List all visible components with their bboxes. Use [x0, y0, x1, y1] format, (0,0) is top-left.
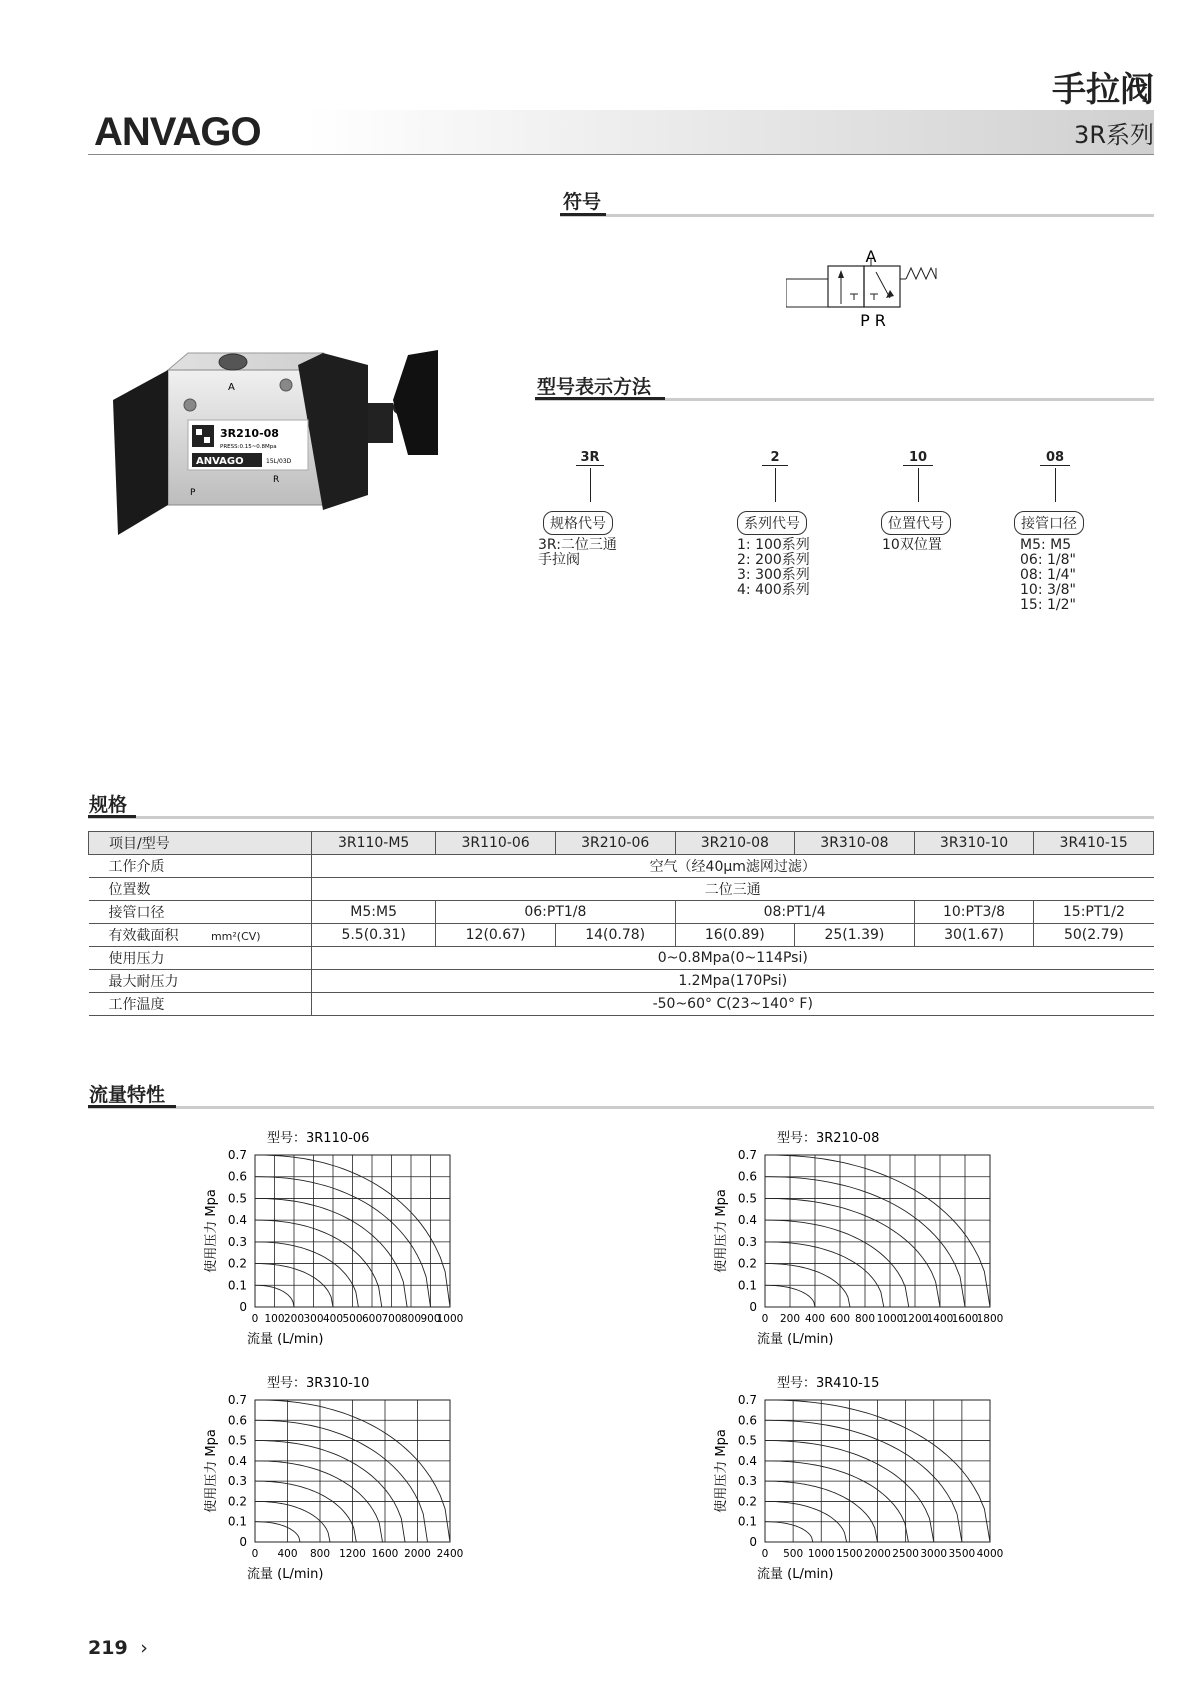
code-part-port [1005, 446, 1105, 502]
spec-port: 15:PT1/2 [1034, 901, 1154, 924]
y-tick-label: 0.7 [737, 1393, 757, 1407]
x-tick-label: 400 [277, 1548, 298, 1560]
x-tick-label: 2000 [864, 1548, 891, 1560]
spec-table [88, 831, 1154, 1016]
y-tick-label: 0.5 [227, 1433, 247, 1448]
table-row [89, 970, 1154, 993]
product-brand: ANVAGO [196, 456, 244, 467]
page-title: 手拉阀 [1052, 70, 1154, 110]
code-part-position [868, 446, 968, 502]
spec-temp: -50~60° C(23~140° F) [312, 993, 1154, 1016]
spec-port-label: 接管口径 [89, 901, 312, 924]
x-axis-label: 流量 (L/min) [757, 1567, 834, 1582]
symbol-port-a: A [865, 247, 877, 266]
symbol-arrow-down [886, 290, 894, 298]
table-row [89, 832, 1154, 855]
qr-code-icon [192, 425, 214, 447]
brand-logo: ANVAGO [94, 110, 261, 154]
x-tick-label: 900 [420, 1313, 441, 1325]
spec-positions: 二位三通 [312, 878, 1154, 901]
code-value: 3R [576, 450, 603, 466]
chart-title: 型号：3R410-15 [777, 1376, 880, 1391]
y-tick-label: 0.3 [737, 1234, 757, 1249]
spec-pressure-label: 使用压力 [89, 947, 312, 970]
y-tick-label: 0.1 [227, 1514, 247, 1529]
table-row [89, 924, 1154, 947]
x-tick-label: 600 [361, 1313, 383, 1325]
spec-area-label: 有效截面积 [108, 928, 179, 944]
code-desc-series: 1: 100系列 2: 200系列 3: 300系列 4: 400系列 [737, 537, 810, 598]
next-page-icon: › [140, 1637, 148, 1659]
x-tick-label: 500 [342, 1313, 363, 1325]
x-tick-label: 600 [829, 1313, 851, 1325]
spec-model: 3R210-06 [555, 832, 675, 855]
code-value: 08 [1040, 450, 1070, 466]
y-tick-label: 0.6 [227, 1413, 247, 1428]
x-tick-label: 1500 [836, 1548, 863, 1560]
valve-symbol [786, 246, 946, 330]
spec-area: 50(2.79) [1034, 924, 1154, 947]
valve-endcap-left [113, 370, 168, 535]
symbol-port-pr: P R [860, 311, 886, 330]
x-axis-label: 流量 (L/min) [247, 1332, 324, 1347]
spec-area: 14(0.78) [555, 924, 675, 947]
flow-curve [765, 1242, 884, 1307]
code-desc-spec: 3R:二位三通 手拉阀 [538, 537, 617, 568]
y-tick-label: 0.5 [737, 1191, 757, 1206]
x-tick-label: 0 [761, 1313, 769, 1325]
x-axis-label: 流量 (L/min) [757, 1332, 834, 1347]
y-tick-label: 0.7 [227, 1393, 247, 1407]
spec-max-pressure: 1.2Mpa(170Psi) [312, 970, 1154, 993]
x-tick-label: 0 [251, 1313, 259, 1325]
x-tick-label: 1000 [807, 1548, 835, 1560]
x-tick-label: 1600 [951, 1313, 979, 1325]
code-part-spec [540, 446, 640, 502]
x-tick-label: 200 [283, 1313, 305, 1325]
y-tick-label: 0.5 [737, 1433, 757, 1448]
flow-curve [255, 1441, 405, 1542]
symbol-box-right [864, 266, 900, 307]
x-tick-label: 800 [854, 1313, 876, 1325]
y-tick-label: 0 [749, 1300, 757, 1314]
code-value: 2 [762, 450, 787, 466]
flow-chart-4 [700, 1370, 1060, 1600]
x-tick-label: 400 [804, 1313, 826, 1325]
code-desc-port: M5: M5 06: 1/8" 08: 1/4" 10: 3/8" 15: 1/2" [1020, 537, 1076, 613]
spec-model: 3R410-15 [1034, 832, 1154, 855]
code-label-position: 位置代号 [881, 511, 951, 535]
flow-chart-3 [190, 1370, 520, 1600]
x-tick-label: 800 [400, 1313, 422, 1325]
x-tick-label: 1600 [371, 1548, 399, 1560]
y-tick-label: 0.6 [737, 1169, 757, 1184]
y-tick-label: 0.2 [227, 1494, 247, 1509]
y-tick-label: 0.2 [227, 1256, 247, 1271]
valve-pull-knob [393, 350, 438, 455]
product-model: 3R210-08 [220, 427, 279, 440]
y-tick-label: 0.7 [737, 1148, 757, 1162]
y-tick-label: 0.4 [737, 1453, 757, 1468]
spec-port: 10:PT3/8 [914, 901, 1034, 924]
product-press: PRESS:0.15~0.8Mpa [220, 444, 277, 450]
product-port-r: R [273, 475, 280, 485]
table-row [89, 855, 1154, 878]
port-a-thread [219, 354, 247, 370]
product-flow: 15L/03D [266, 458, 292, 465]
spec-temp-label: 工作温度 [89, 993, 312, 1016]
x-tick-label: 2500 [892, 1548, 919, 1560]
x-tick-label: 4000 [976, 1548, 1004, 1560]
y-tick-label: 0.7 [227, 1148, 247, 1162]
x-tick-label: 1000 [436, 1313, 464, 1325]
x-tick-label: 100 [264, 1313, 285, 1325]
table-row [89, 993, 1154, 1016]
spec-max-pressure-label: 最大耐压力 [89, 970, 312, 993]
table-row [89, 901, 1154, 924]
y-tick-label: 0.1 [737, 1514, 757, 1529]
x-tick-label: 1800 [976, 1313, 1004, 1325]
spec-model: 3R110-M5 [312, 832, 436, 855]
flow-curve [765, 1198, 940, 1307]
spec-area: 12(0.67) [436, 924, 556, 947]
x-tick-label: 3000 [920, 1548, 948, 1560]
y-tick-label: 0.6 [227, 1169, 247, 1184]
chart-title: 型号：3R110-06 [267, 1131, 370, 1146]
flow-curve [765, 1522, 813, 1542]
spec-area-label-cell [89, 924, 312, 947]
x-tick-label: 500 [783, 1548, 804, 1560]
table-row [89, 947, 1154, 970]
spec-area-unit: mm²(CV) [210, 930, 261, 943]
y-tick-label: 0 [749, 1535, 757, 1549]
spec-heading: 规格 [89, 794, 128, 816]
y-axis-label: 使用压力 Mpa [714, 1429, 729, 1513]
flow-heading: 流量特性 [89, 1084, 166, 1106]
spec-port: 06:PT1/8 [436, 901, 675, 924]
y-tick-label: 0.3 [227, 1234, 247, 1249]
spec-medium: 空气（经40μm滤网过滤） [312, 855, 1154, 878]
page-number: 219 [88, 1637, 128, 1659]
x-tick-label: 700 [381, 1313, 402, 1325]
spec-header-label: 项目/型号 [89, 832, 312, 855]
product-photo [108, 345, 438, 555]
code-label-series: 系列代号 [737, 511, 807, 535]
x-tick-label: 1000 [876, 1313, 904, 1325]
page-number-block [88, 1637, 148, 1659]
code-label-spec: 规格代号 [543, 511, 613, 535]
x-tick-label: 0 [761, 1548, 769, 1560]
y-tick-label: 0.3 [227, 1474, 247, 1489]
spec-model: 3R310-08 [795, 832, 915, 855]
x-tick-label: 2000 [404, 1548, 431, 1560]
chart-title: 型号：3R310-10 [267, 1376, 370, 1391]
symbol-actuator [786, 279, 828, 307]
spec-port: 08:PT1/4 [675, 901, 914, 924]
spec-area: 16(0.89) [675, 924, 795, 947]
table-row [89, 878, 1154, 901]
spec-pressure: 0~0.8Mpa(0~114Psi) [312, 947, 1154, 970]
spec-positions-label: 位置数 [89, 878, 312, 901]
spec-medium-label: 工作介质 [89, 855, 312, 878]
page-subtitle: 3R系列 [1074, 121, 1154, 149]
symbol-box-left [828, 266, 864, 307]
x-axis-label: 流量 (L/min) [247, 1567, 324, 1582]
x-tick-label: 1200 [339, 1548, 366, 1560]
flow-chart-1 [190, 1125, 520, 1365]
spec-area: 5.5(0.31) [312, 924, 436, 947]
x-tick-label: 1200 [901, 1313, 929, 1325]
code-part-series [725, 446, 825, 502]
x-tick-label: 800 [309, 1548, 331, 1560]
code-desc-position: 10双位置 [882, 537, 942, 553]
spec-model: 3R210-08 [675, 832, 795, 855]
y-axis-label: 使用压力 Mpa [204, 1429, 219, 1513]
product-port-p: P [190, 488, 196, 498]
x-tick-label: 1400 [926, 1313, 954, 1325]
spec-port: M5:M5 [312, 901, 436, 924]
spec-area: 25(1.39) [795, 924, 915, 947]
flow-curve [255, 1198, 407, 1307]
product-port-a: A [228, 382, 235, 393]
spec-area: 30(1.67) [914, 924, 1034, 947]
symbol-spring [906, 268, 936, 279]
x-tick-label: 200 [779, 1313, 801, 1325]
y-tick-label: 0.1 [737, 1278, 757, 1293]
x-tick-label: 3500 [948, 1548, 976, 1560]
chart-title: 型号：3R210-08 [777, 1131, 880, 1146]
flow-curve [255, 1522, 300, 1542]
spec-rule [88, 816, 1154, 819]
y-tick-label: 0.4 [227, 1453, 247, 1468]
y-tick-label: 0.2 [737, 1494, 757, 1509]
model-code-heading: 型号表示方法 [537, 376, 652, 398]
x-tick-label: 400 [322, 1313, 344, 1325]
y-tick-label: 0.4 [227, 1213, 247, 1228]
x-tick-label: 300 [303, 1313, 324, 1325]
y-axis-label: 使用压力 Mpa [204, 1189, 219, 1273]
spec-model: 3R310-10 [914, 832, 1034, 855]
y-tick-label: 0.2 [737, 1256, 757, 1271]
y-tick-label: 0 [239, 1300, 247, 1314]
code-label-port: 接管口径 [1014, 511, 1084, 535]
y-tick-label: 0.6 [737, 1413, 757, 1428]
flow-rule [88, 1106, 1154, 1109]
x-tick-label: 0 [251, 1548, 259, 1560]
y-tick-label: 0.3 [737, 1474, 757, 1489]
flow-chart-2 [700, 1125, 1060, 1365]
y-tick-label: 0 [239, 1535, 247, 1549]
symbol-heading: 符号 [563, 191, 602, 213]
symbol-arrow-up [838, 270, 844, 278]
flow-curve [255, 1242, 358, 1307]
code-value: 10 [903, 450, 933, 466]
y-axis-label: 使用压力 Mpa [714, 1189, 729, 1273]
header-band [305, 110, 1154, 154]
x-tick-label: 2400 [436, 1548, 464, 1560]
valve-stem [368, 403, 393, 443]
y-tick-label: 0.1 [227, 1278, 247, 1293]
symbol-rule [560, 214, 1154, 217]
spec-model: 3R110-06 [436, 832, 556, 855]
y-tick-label: 0.5 [227, 1191, 247, 1206]
y-tick-label: 0.4 [737, 1213, 757, 1228]
